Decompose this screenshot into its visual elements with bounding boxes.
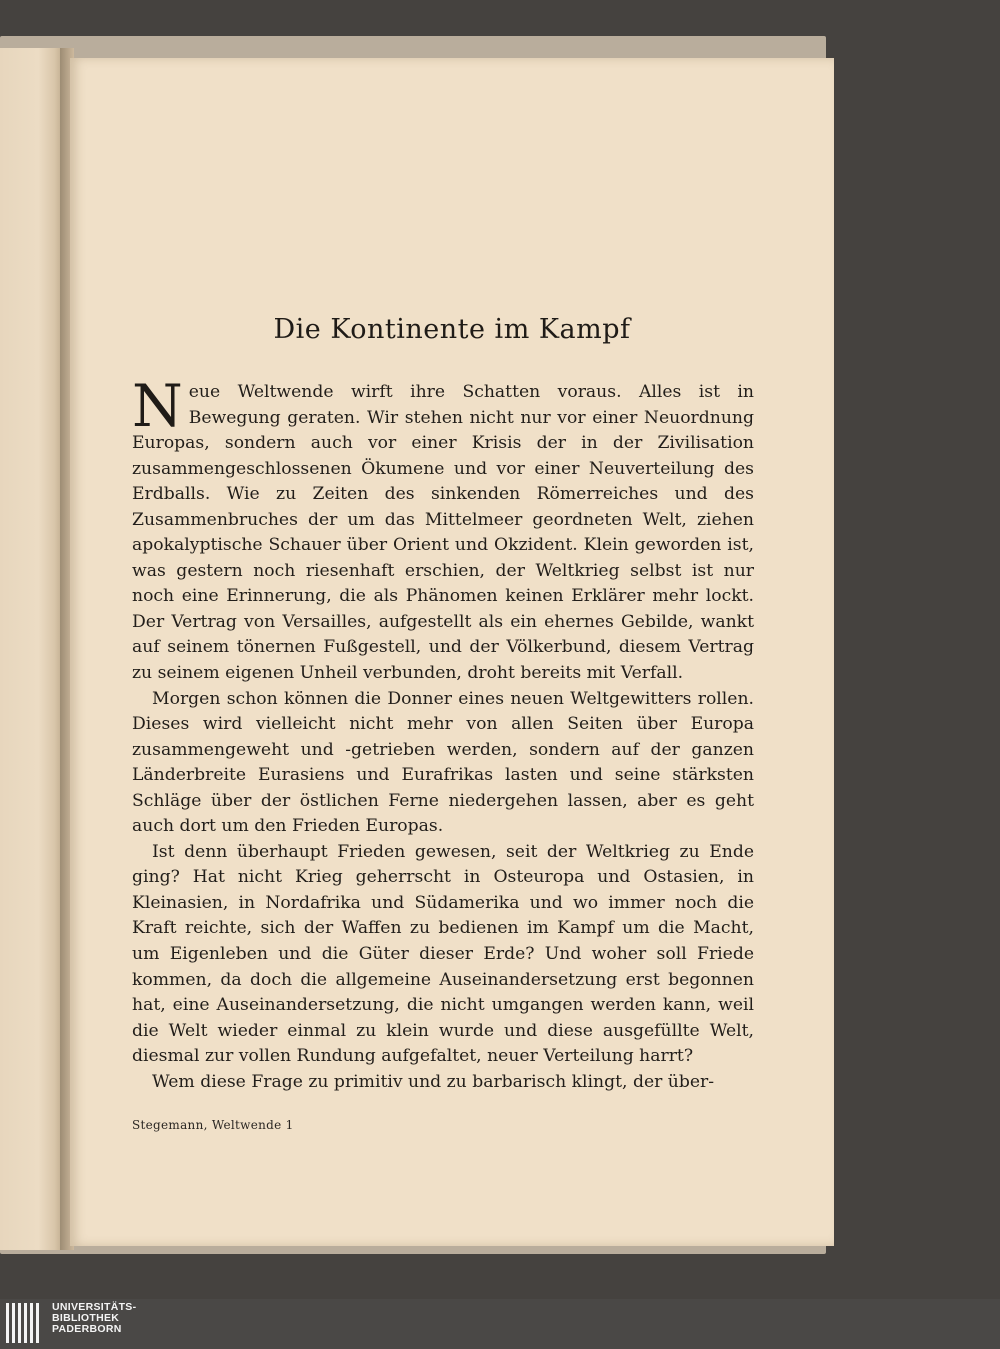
paragraph-1-text: eue Weltwende wirft ihre Schatten voraus. Alles ist in Bewegung geraten. Wir stehen nicht nur vor einer Neuordnung Europas, sondern auch vor einer Krisis der in der Zivilisation zusammengeschlossenen Ökumene und vor einer Neuverteilung des Erdballs. Wie zu Zeiten des sinkenden Römerreiches und des Zusammenbruches der um das Mittelmeer geordneten Welt, ziehen apokalyptische Schauer über Orient und Okzident. Klein geworden ist, was gestern noch riesenhaft erschien, der Weltkrieg selbst ist nur noch eine Erinnerung, die als Phänomen keinen Erklärer mehr lockt. Der Vertrag von Versailles, aufgestellt als ein ehernes Gebilde, wankt auf seinem tönernen Fußgestell, und der Völkerbund, diesem Vertrag zu seinem eigenen Unheil verbunden, droht bereits mit Verfall. — [132, 382, 754, 684]
library-logo-icon — [6, 1303, 46, 1343]
library-footer — [0, 1299, 1000, 1349]
paragraph-3: Ist denn überhaupt Frieden gewesen, seit der Weltkrieg zu Ende ging? Hat nicht Krieg geherrscht in Osteuropa und Ostasien, in Kleinasien, in Nordafrika und Südamerika und wo immer noch die Kraft reichte, sich der Waffen zu bedienen im Kampf um die Macht, um Eigenleben und die Güter dieser Erde? Und woher soll Friede kommen, da doch die allgemeine Auseinandersetzung erst begonnen hat, eine Auseinandersetzung, die nicht umgangen werden kann, weil die Welt wieder einmal zu klein wurde und diese ausgefüllte Welt, diesmal zur vollen Rundung aufgefaltet, neuer Verteilung harrt? — [132, 841, 754, 1067]
page-signature: Stegemann, Weltwende 1 — [132, 1118, 294, 1132]
left-page-edge — [0, 48, 64, 1250]
logo-line-1: UNIVERSITÄTS- — [52, 1301, 137, 1313]
paragraph-4: Wem diese Frage zu primitiv und zu barbarisch klingt, der über- — [152, 1071, 715, 1092]
paragraph-1 — [132, 372, 754, 687]
logo-line-2: BIBLIOTHEK — [52, 1312, 120, 1324]
body-text — [132, 372, 754, 1095]
chapter-title: Die Kontinente im Kampf — [273, 314, 631, 345]
library-logo-text — [52, 1302, 136, 1335]
logo-line-3: PADERBORN — [52, 1323, 122, 1335]
paragraph-2: Morgen schon können die Donner eines neuen Weltgewitters rollen. Dieses wird vielleicht nicht mehr von allen Seiten über Europa zusammengeweht und -getrieben werden, sondern auf der ganzen Länderbreite Eurasiens und Eurafrikas lasten und seine stärksten Schläge über der östlichen Ferne niedergehen lassen, aber es geht auch dort um den Frieden Europas. — [132, 688, 754, 837]
drop-cap: N — [132, 372, 183, 440]
right-page — [70, 58, 834, 1246]
